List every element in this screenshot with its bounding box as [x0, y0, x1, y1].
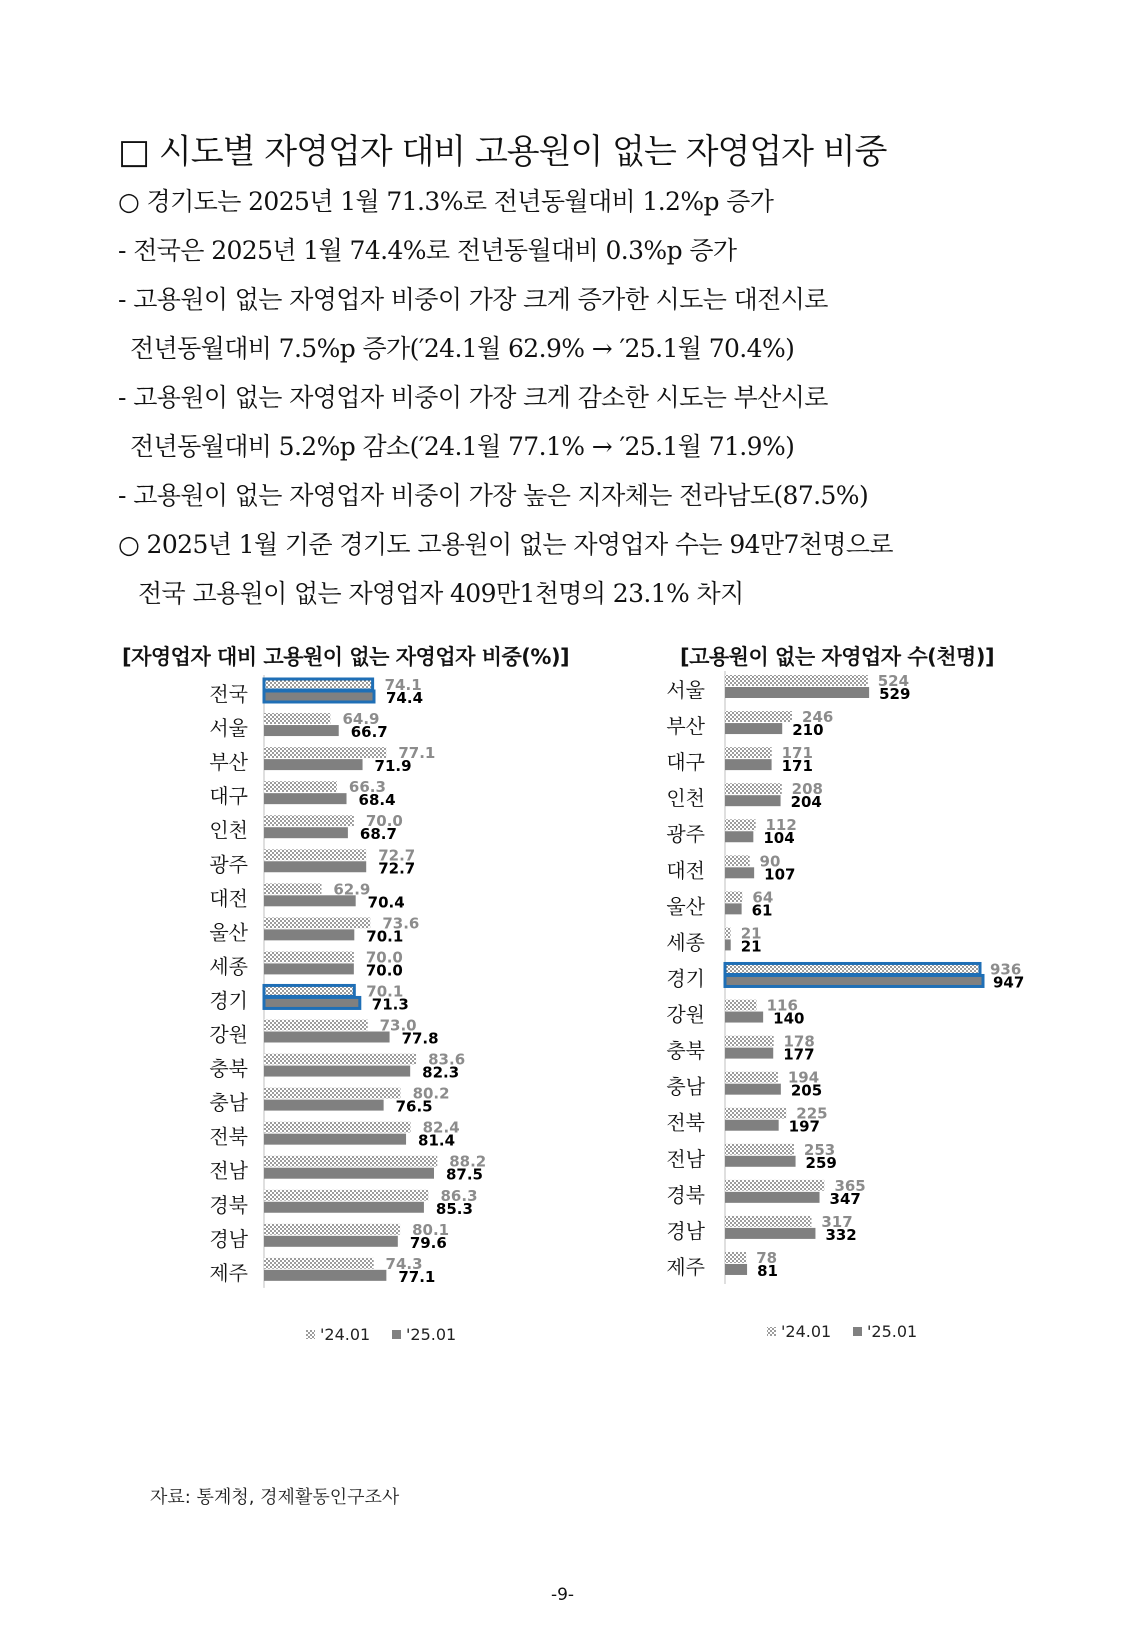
- chart1-bar-2024: [264, 985, 354, 996]
- chart-title-count: [고용원이 없는 자영업자 수(천명)]: [680, 645, 995, 669]
- chart1-bar-2025: [264, 1202, 424, 1213]
- chart1-bar-2024: [264, 1054, 416, 1065]
- chart2-value-label-2024: 21: [740, 924, 762, 943]
- body-line-5: - 고용원이 없는 자영업자 비중이 가장 크게 감소한 시도는 부산시로: [118, 383, 828, 412]
- chart2-bar-2024: [725, 1144, 794, 1155]
- body-line-1: ○ 경기도는 2025년 1월 71.3%로 전년동월대비 1.2%p 증가: [118, 187, 774, 216]
- chart1-value-label-2025: 70.4: [367, 893, 405, 912]
- chart2-value-label-2024: 253: [803, 1140, 836, 1159]
- chart2-value-label-2024: 194: [787, 1068, 820, 1087]
- chart2-value-label-2024: 317: [821, 1212, 853, 1231]
- chart2-value-label-2025: 205: [790, 1081, 823, 1100]
- chart1-bar-2025: [264, 1270, 386, 1281]
- chart1-bar-2024: [264, 713, 330, 724]
- chart1-value-label-2024: 66.3: [348, 778, 386, 797]
- chart2-bar-2024: [725, 783, 782, 794]
- chart1-value-label-2025: 74.4: [386, 689, 424, 707]
- chart1-value-label-2024: 70.1: [366, 982, 404, 1001]
- chart2-bar-2024: [725, 1072, 778, 1083]
- chart1-value-label-2025: 68.4: [358, 791, 396, 810]
- chart1-value-label-2025: 66.7: [350, 723, 388, 742]
- chart2-bar-2025: [725, 867, 754, 878]
- chart2-bar-2025: [725, 939, 731, 950]
- chart1-bar-2024: [264, 679, 373, 690]
- chart2-value-label-2025: 171: [781, 757, 813, 776]
- chart2-legend-label-2024: '24.01: [781, 1322, 832, 1341]
- chart2-category-label: 경북: [666, 1182, 705, 1207]
- chart2-value-label-2025: 529: [879, 685, 911, 703]
- chart1-bar-2024: [264, 1224, 400, 1235]
- chart2-value-label-2025: 204: [790, 793, 822, 812]
- chart1-value-label-2024: 62.9: [333, 880, 371, 899]
- chart2-value-label-2025: 947: [993, 973, 1025, 992]
- chart1-value-label-2024: 80.2: [412, 1084, 450, 1103]
- chart2-value-label-2025: 210: [792, 721, 824, 740]
- chart1-value-label-2024: 74.1: [384, 676, 422, 694]
- chart2-category-label: 전남: [666, 1146, 705, 1171]
- chart1-bar-2025: [264, 929, 354, 940]
- chart2-value-label-2024: 116: [766, 996, 798, 1015]
- chart1-bar-2024: [264, 815, 354, 826]
- chart1-value-label-2024: 70.0: [365, 948, 403, 967]
- chart1-category-label: 충북: [209, 1056, 248, 1081]
- chart2-value-label-2025: 21: [740, 937, 762, 956]
- chart1-bar-2024: [264, 951, 354, 962]
- chart2-value-label-2025: 81: [757, 1261, 778, 1280]
- chart-title-share: [자영업자 대비 고용원이 없는 자영업자 비중(%)]: [122, 645, 570, 669]
- chart2-bar-2025: [725, 1264, 747, 1275]
- chart1-category-label: 제주: [209, 1260, 248, 1285]
- chart1-category-label: 서울: [209, 716, 248, 741]
- chart1-bar-2025: [264, 1134, 406, 1145]
- chart2-bar-2024: [725, 1108, 786, 1119]
- chart2-bar-2024: [725, 927, 731, 938]
- chart2-bar-2025: [725, 1156, 796, 1167]
- chart1-bar-2024: [264, 1122, 411, 1133]
- chart1-category-label: 광주: [209, 852, 248, 877]
- chart1-category-label: 전국: [209, 682, 248, 706]
- chart1-value-label-2024: 86.3: [440, 1186, 478, 1205]
- chart2-bar-2024: [725, 711, 792, 722]
- chart1-value-label-2025: 70.1: [366, 927, 404, 946]
- chart2-bar-2025: [725, 903, 742, 914]
- chart1-bar-2025: [264, 725, 339, 736]
- chart1-value-label-2025: 77.1: [398, 1267, 436, 1286]
- chart2-value-label-2024: 936: [990, 960, 1022, 979]
- chart1-bar-2024: [264, 1156, 437, 1167]
- chart1-value-label-2025: 71.9: [374, 757, 412, 776]
- chart2-legend-swatch-2025: [853, 1327, 862, 1336]
- chart2-bar-2025: [725, 687, 869, 698]
- chart2-category-label: 충북: [666, 1038, 705, 1063]
- chart2-value-label-2025: 347: [829, 1189, 861, 1208]
- chart2-value-label-2025: 107: [764, 865, 796, 884]
- chart1-value-label-2024: 73.6: [382, 914, 420, 933]
- chart2-legend-swatch-2024: [767, 1327, 776, 1336]
- chart2-category-label: 세종: [666, 930, 705, 955]
- body-line-6: 전년동월대비 5.2%p 감소(′24.1월 77.1% → ′25.1월 71.9%): [130, 432, 795, 461]
- chart2-category-label: 경기: [666, 966, 705, 991]
- chart1-category-label: 전북: [209, 1124, 248, 1149]
- chart2-bar-2025: [725, 1012, 763, 1023]
- body-line-3: - 고용원이 없는 자영업자 비중이 가장 크게 증가한 시도는 대전시로: [118, 285, 828, 314]
- body-line-7: - 고용원이 없는 자영업자 비중이 가장 높은 지자체는 전라남도(87.5%): [118, 481, 869, 510]
- chart2-bar-2025: [725, 1228, 815, 1239]
- source-note: 자료: 통계청, 경제활동인구조사: [150, 1487, 400, 1508]
- chart2-value-label-2025: 177: [783, 1045, 815, 1064]
- chart2-bar-2024: [725, 675, 868, 686]
- chart2-value-label-2025: 332: [825, 1225, 857, 1244]
- chart2-bar-2024: [725, 963, 980, 974]
- chart2-category-label: 부산: [666, 714, 705, 739]
- chart2-bar-2025: [725, 1048, 773, 1059]
- chart2-category-label: 충남: [666, 1074, 705, 1099]
- chart2-bar-2024: [725, 1216, 811, 1227]
- chart1-bar-2024: [264, 1258, 374, 1269]
- chart1-value-label-2025: 72.7: [378, 859, 416, 878]
- chart2-category-label: 제주: [666, 1254, 705, 1279]
- chart1-value-label-2025: 79.6: [409, 1233, 447, 1252]
- chart2-bar-2025: [725, 1084, 781, 1095]
- chart1-bar-2024: [264, 1088, 401, 1099]
- chart1-bar-2025: [264, 1032, 390, 1043]
- chart1-value-label-2024: 72.7: [378, 846, 416, 865]
- chart2-bar-2025: [725, 795, 781, 806]
- chart1-value-label-2025: 85.3: [435, 1199, 473, 1218]
- chart2-bar-2024: [725, 1180, 824, 1191]
- chart2-bar-2024: [725, 819, 756, 830]
- chart1-value-label-2025: 82.3: [422, 1063, 460, 1082]
- chart2-category-label: 광주: [666, 822, 705, 847]
- chart2-category-label: 인천: [666, 786, 705, 811]
- chart2-value-label-2025: 61: [751, 901, 773, 920]
- chart1-value-label-2024: 82.4: [422, 1118, 460, 1137]
- chart2-category-label: 강원: [666, 1002, 705, 1027]
- chart1-bar-2025: [264, 1066, 410, 1077]
- chart2-bar-2025: [725, 975, 983, 986]
- chart2-bar-2025: [725, 723, 782, 734]
- chart2-category-label: 대전: [666, 858, 705, 883]
- chart2-legend-label-2025: '25.01: [867, 1322, 918, 1341]
- chart1-value-label-2024: 73.0: [379, 1016, 417, 1035]
- chart1-category-label: 대구: [209, 784, 248, 809]
- chart2-value-label-2024: 90: [759, 852, 781, 871]
- chart2-value-label-2024: 112: [765, 816, 797, 835]
- chart1-value-label-2024: 74.3: [385, 1254, 423, 1273]
- chart1-category-label: 충남: [209, 1090, 248, 1115]
- chart1-value-label-2025: 70.0: [365, 961, 403, 980]
- chart2-bar-2024: [725, 1000, 757, 1011]
- body-line-4: 전년동월대비 7.5%p 증가(′24.1월 62.9% → ′25.1월 70.4%): [130, 334, 795, 363]
- chart1-bar-2025: [264, 861, 366, 872]
- chart1-bar-2024: [264, 781, 337, 792]
- chart1-bar-2025: [264, 827, 348, 838]
- chart1-value-label-2025: 77.8: [401, 1029, 439, 1048]
- chart2-category-label: 경남: [666, 1218, 705, 1243]
- chart2-value-label-2024: 365: [834, 1176, 866, 1195]
- chart1-value-label-2025: 87.5: [445, 1165, 484, 1184]
- chart2-bar-2024: [725, 1252, 746, 1263]
- chart2-bar-2025: [725, 759, 772, 770]
- chart2-category-label: 전북: [666, 1110, 705, 1135]
- chart1-category-label: 부산: [209, 750, 248, 775]
- chart2-category-label: 울산: [666, 894, 705, 919]
- chart2-value-label-2024: 524: [877, 672, 910, 690]
- chart2-bar-2025: [725, 1120, 779, 1131]
- chart2-value-label-2024: 246: [802, 708, 834, 727]
- chart1-category-label: 경북: [209, 1192, 248, 1217]
- chart1-category-label: 대전: [209, 886, 248, 911]
- chart1-bar-2025: [264, 691, 374, 702]
- chart1-category-label: 강원: [209, 1022, 248, 1047]
- chart1-bar-2024: [264, 917, 370, 928]
- chart1-category-label: 세종: [209, 954, 248, 979]
- chart2-bar-2024: [725, 891, 742, 902]
- chart1-category-label: 경기: [209, 988, 248, 1013]
- chart2-value-label-2025: 197: [788, 1117, 820, 1136]
- chart2-category-label: 대구: [666, 750, 705, 775]
- chart1-legend-swatch-2024: [306, 1330, 315, 1339]
- chart1-bar-2024: [264, 1190, 429, 1201]
- chart2-value-label-2025: 259: [805, 1153, 837, 1172]
- chart1-value-label-2025: 68.7: [359, 825, 397, 844]
- chart1-category-label: 울산: [209, 920, 248, 945]
- chart1-bar-2025: [264, 1236, 398, 1247]
- chart1-legend-swatch-2025: [392, 1330, 401, 1339]
- chart2-value-label-2024: 64: [752, 888, 774, 907]
- chart1-value-label-2024: 88.2: [449, 1152, 487, 1171]
- body-line-8: ○ 2025년 1월 기준 경기도 고용원이 없는 자영업자 수는 94만7천명으로: [118, 530, 893, 559]
- chart1-bar-2025: [264, 759, 363, 770]
- chart1-value-label-2025: 81.4: [418, 1131, 456, 1150]
- chart1-category-label: 전남: [209, 1158, 248, 1183]
- chart1-bar-2024: [264, 849, 366, 860]
- chart1-bar-2025: [264, 793, 347, 804]
- chart2-bar-2025: [725, 831, 753, 842]
- chart1-category-label: 경남: [209, 1226, 248, 1251]
- chart1-value-label-2024: 80.1: [412, 1220, 450, 1239]
- chart1-value-label-2025: 71.3: [371, 995, 409, 1014]
- chart2-bar-2024: [725, 1036, 773, 1047]
- chart1-value-label-2025: 76.5: [395, 1097, 433, 1116]
- chart2-category-label: 서울: [666, 678, 705, 702]
- chart1-value-label-2024: 83.6: [428, 1050, 466, 1069]
- chart1-legend-label-2025: '25.01: [406, 1325, 457, 1344]
- chart1-category-label: 인천: [209, 818, 248, 843]
- chart1-bar-2025: [264, 997, 360, 1008]
- body-line-2: - 전국은 2025년 1월 74.4%로 전년동월대비 0.3%p 증가: [118, 236, 737, 265]
- chart2-bar-2025: [725, 1192, 820, 1203]
- chart1-bar-2025: [264, 963, 354, 974]
- chart1-bar-2025: [264, 1168, 434, 1179]
- chart2-value-label-2024: 78: [756, 1248, 778, 1267]
- chart1-bar-2024: [264, 747, 386, 758]
- chart1-value-label-2024: 77.1: [398, 744, 436, 763]
- chart1-value-label-2024: 64.9: [342, 710, 380, 729]
- chart1-bar-2025: [264, 1100, 384, 1111]
- page-number: -9-: [550, 1585, 575, 1605]
- chart2-bar-2024: [725, 855, 750, 866]
- page-title: □ 시도별 자영업자 대비 고용원이 없는 자영업자 비중: [118, 132, 887, 172]
- chart2-value-label-2025: 104: [763, 829, 795, 848]
- chart2-value-label-2024: 208: [791, 780, 823, 799]
- body-line-9: 전국 고용원이 없는 자영업자 409만1천명의 23.1% 차지: [138, 579, 744, 608]
- chart2-value-label-2024: 171: [781, 744, 813, 763]
- chart1-bar-2024: [264, 1020, 368, 1031]
- chart2-value-label-2025: 140: [773, 1009, 805, 1028]
- chart2-bar-2024: [725, 747, 772, 758]
- chart1-legend-label-2024: '24.01: [320, 1325, 371, 1344]
- chart2-value-label-2024: 225: [796, 1104, 828, 1123]
- chart1-bar-2024: [264, 883, 321, 894]
- chart1-value-label-2024: 70.0: [365, 812, 403, 831]
- chart2-value-label-2024: 178: [783, 1032, 815, 1051]
